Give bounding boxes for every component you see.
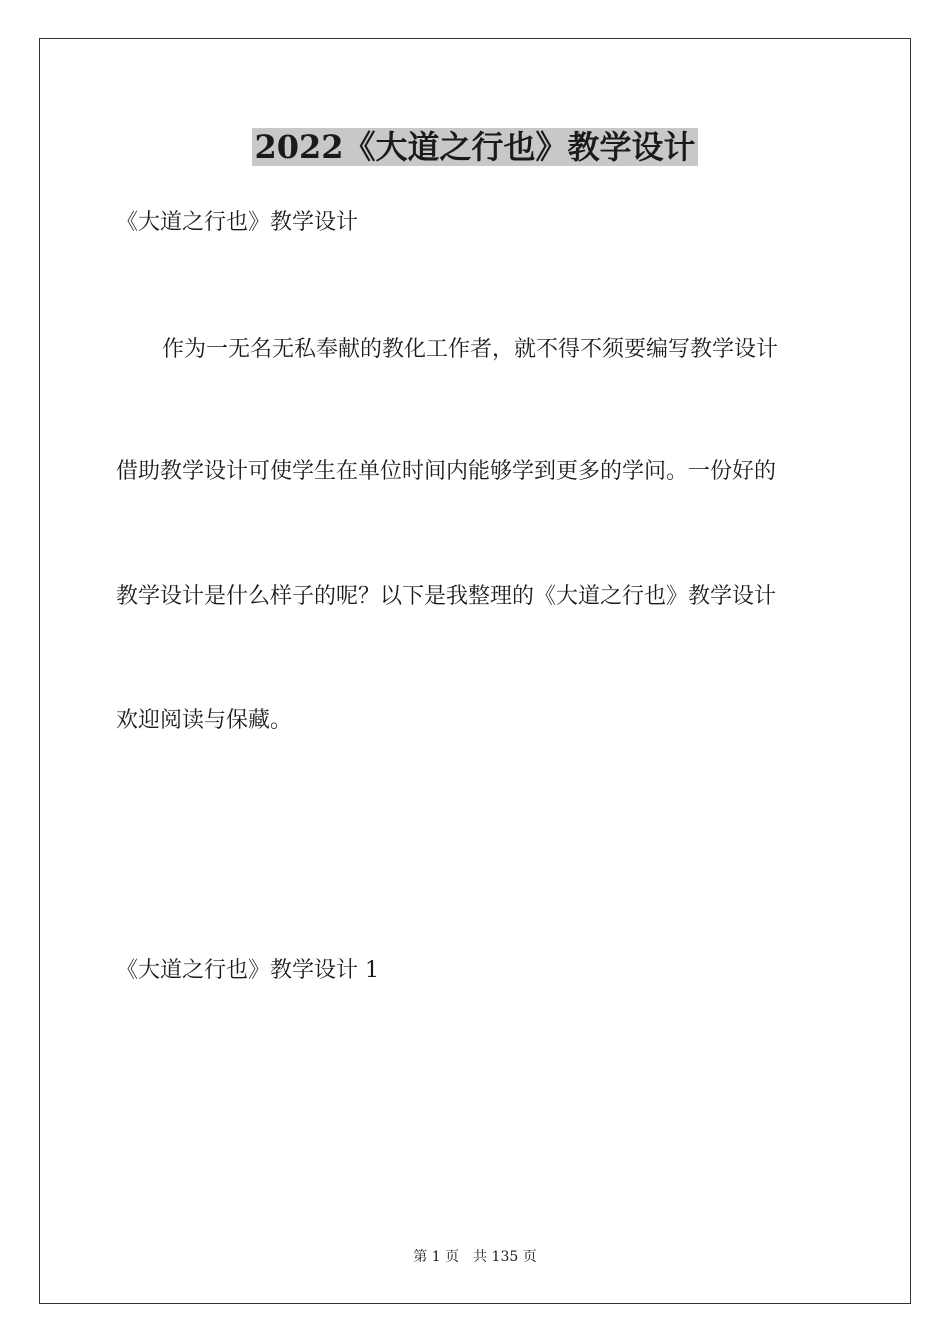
paragraph-line-4: 欢迎阅读与保藏。 (116, 708, 293, 733)
document-title (0, 126, 950, 168)
section-heading: 《大道之行也》教学设计 1 (116, 958, 379, 983)
paragraph-line-2: 借助教学设计可使学生在单位时间内能够学到更多的学问。一份好的 (116, 459, 777, 484)
page-footer (0, 1248, 950, 1266)
document-subtitle: 《大道之行也》教学设计 (116, 210, 359, 235)
paragraph-line-1: 作为一无名无私奉献的教化工作者，就不得不须要编写教学设计 (162, 337, 779, 362)
document-title-text: 2022《大道之行也》教学设计 (254, 128, 696, 166)
page-number: 第 1 页 (413, 1249, 460, 1265)
paragraph-line-3: 教学设计是什么样子的呢？以下是我整理的《大道之行也》教学设计 (116, 584, 777, 609)
page-total: 共 135 页 (473, 1249, 537, 1265)
